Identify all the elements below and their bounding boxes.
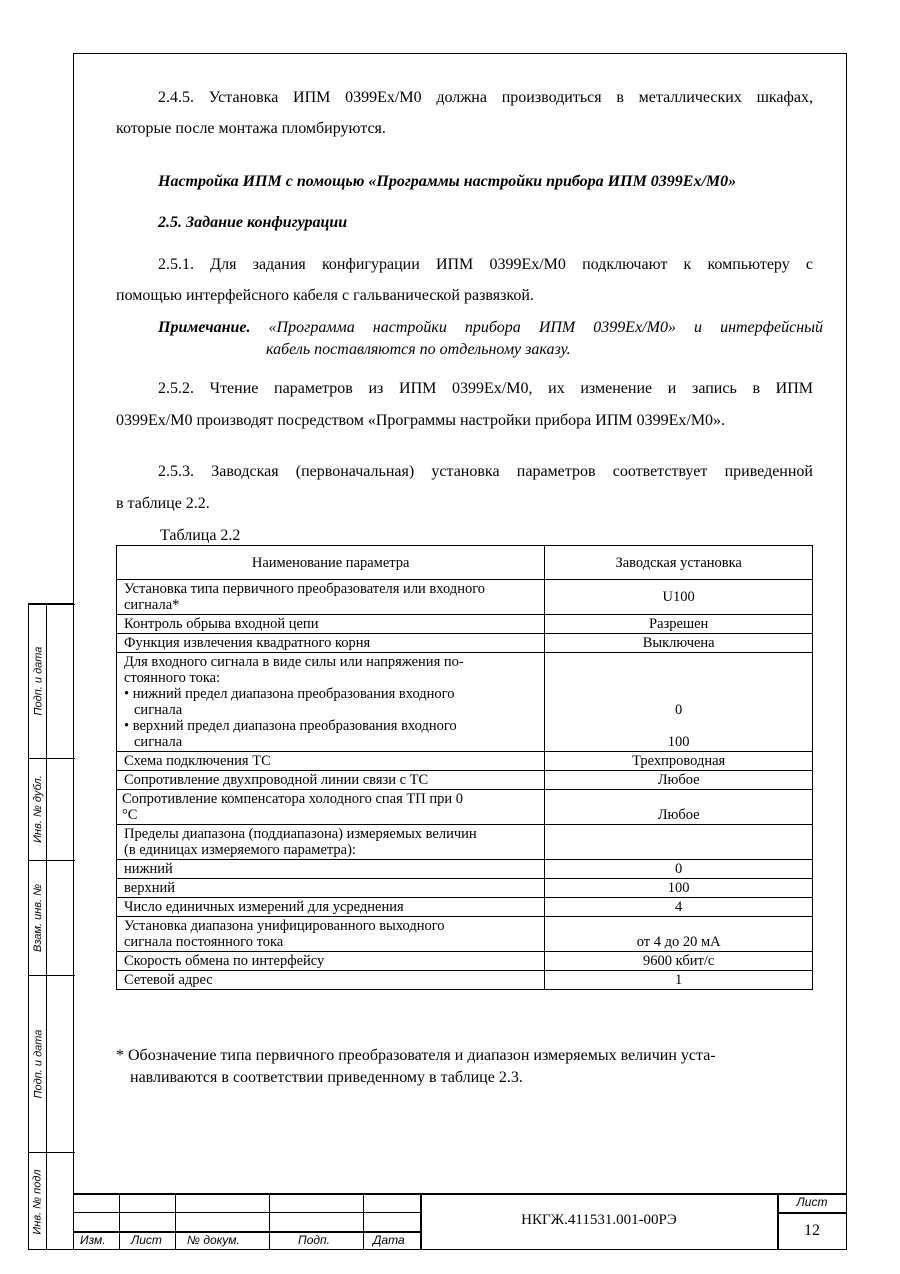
- row-value: 9600 кбит/с: [545, 952, 813, 971]
- row-name: Пределы диапазона (поддиапазона) измеряемых величин: [124, 826, 477, 842]
- row-value: Любое: [545, 790, 813, 825]
- section-heading: Настройка ИПМ с помощью «Программы настройки прибора ИПМ 0399Ex/M0»: [158, 173, 737, 190]
- note-line2: кабель поставляются по отдельному заказу.: [266, 341, 571, 358]
- table-row: [117, 615, 813, 634]
- tb-doc-no-label: № докум.: [187, 1233, 240, 1247]
- row-name: сигнала*: [124, 597, 180, 613]
- row-value: Выключена: [545, 634, 813, 653]
- row-name: Число единичных измерений для усреднения: [117, 898, 545, 917]
- paragraph-2-5-3-line1: 2.5.3. Заводская (первоначальная) установка параметров соответствует приведенной: [158, 463, 813, 480]
- row-name: Для входного сигнала в виде силы или напряжения по-: [124, 654, 464, 670]
- row-value: 1: [545, 971, 813, 990]
- margin-stamp-column: [28, 603, 74, 1250]
- row-value-high: 100: [667, 734, 690, 750]
- table-caption: Таблица 2.2: [160, 527, 241, 544]
- tb-list-label: Лист: [131, 1233, 162, 1247]
- table-row: [117, 790, 813, 825]
- footnote-line2: навливаются в соответствии приведенному в таблице 2.3.: [130, 1069, 523, 1086]
- table-row: [117, 860, 813, 879]
- paragraph-2-5-1-line2: помощью интерфейсного кабеля с гальванической развязкой.: [116, 287, 534, 304]
- table-row: [117, 971, 813, 990]
- row-name: Установка диапазона унифицированного выходного: [124, 918, 445, 934]
- paragraph-2-4-5-line2: которые после монтажа пломбируются.: [116, 120, 386, 137]
- note-line1: [158, 318, 823, 338]
- row-value: U100: [545, 580, 813, 615]
- footnote-line1: * Обозначение типа первичного преобразователя и диапазон измеряемых величин уста-: [116, 1047, 716, 1064]
- side-label-podp-data-2: Подп. и дата: [32, 1029, 44, 1098]
- paragraph-2-5-2-line1: 2.5.2. Чтение параметров из ИПМ 0399Ex/M0, их изменение и запись в ИПМ: [158, 380, 813, 397]
- note-text-1: «Программа настройки прибора ИПМ 0399Ex/M0» и интерфейсный: [250, 319, 823, 336]
- row-value: 100: [545, 879, 813, 898]
- table-row: [117, 771, 813, 790]
- table-header-row: [117, 546, 813, 580]
- table-row: [117, 580, 813, 615]
- table-row: [117, 634, 813, 653]
- row-value: Разрешен: [545, 615, 813, 634]
- row-value: 4: [545, 898, 813, 917]
- table-row: [117, 917, 813, 952]
- row-name: верхний: [117, 879, 545, 898]
- row-value-low: 0: [675, 702, 683, 718]
- row-name: (в единицах измеряемого параметра):: [124, 842, 356, 858]
- paragraph-2-5-2-line2: 0399Ex/M0 производят посредством «Программы настройки прибора ИПМ 0399Ex/M0».: [116, 412, 726, 429]
- title-block: [73, 1193, 847, 1250]
- sheet-number: 12: [804, 1222, 820, 1239]
- row-name: Сетевой адрес: [117, 971, 545, 990]
- table-row: [117, 825, 813, 860]
- table-row: [117, 752, 813, 771]
- table-row: [117, 898, 813, 917]
- header-factory-setting: Заводская установка: [545, 546, 813, 580]
- side-label-inv-podl: Инв. № подл: [32, 1168, 45, 1235]
- table-row: [117, 879, 813, 898]
- row-name: сигнала: [134, 734, 183, 750]
- row-value: Любое: [545, 771, 813, 790]
- document-designation: НКГЖ.411531.001-00РЭ: [521, 1212, 677, 1228]
- row-name: нижний: [117, 860, 545, 879]
- row-name: Сопротивление компенсатора холодного спая ТП при 0: [122, 791, 463, 807]
- header-parameter-name: Наименование параметра: [117, 546, 545, 580]
- side-label-podp-data-1: Подп. и дата: [32, 646, 44, 716]
- side-label-vzam-inv: Взам. инв. №: [32, 883, 45, 952]
- paragraph-2-4-5-line1: 2.4.5. Установка ИПМ 0399Ex/M0 должна производиться в металлических шкафах,: [158, 89, 813, 106]
- table-row: [117, 653, 813, 752]
- row-name: • верхний предел диапазона преобразования входного: [124, 718, 457, 734]
- tb-podp-label: Подп.: [298, 1233, 330, 1247]
- note-label: Примечание.: [158, 319, 251, 336]
- row-value: от 4 до 20 мА: [545, 917, 813, 952]
- sheet-label: Лист: [796, 1195, 828, 1209]
- row-value: 0: [545, 860, 813, 879]
- row-name: °С: [122, 807, 138, 823]
- factory-settings-table: [116, 545, 813, 990]
- paragraph-2-5-3-line2: в таблице 2.2.: [116, 495, 210, 512]
- tb-data-label: Дата: [373, 1233, 405, 1247]
- row-name: Функция извлечения квадратного корня: [117, 634, 545, 653]
- row-name: Скорость обмена по интерфейсу: [117, 952, 545, 971]
- row-name: Схема подключения ТС: [117, 752, 545, 771]
- row-name: сигнала постоянного тока: [124, 934, 284, 950]
- side-label-inv-dubl: Инв. № дубл.: [32, 775, 44, 843]
- row-name: стоянного тока:: [124, 670, 221, 686]
- subheading-2-5: 2.5. Задание конфигурации: [158, 214, 348, 231]
- table-row: [117, 952, 813, 971]
- row-name: Контроль обрыва входной цепи: [117, 615, 545, 634]
- paragraph-2-5-1-line1: 2.5.1. Для задания конфигурации ИПМ 0399Ex/M0 подключают к компьютеру с: [158, 256, 813, 273]
- tb-izm-label: Изм.: [80, 1233, 106, 1247]
- row-name: сигнала: [134, 702, 183, 718]
- row-value: Трехпроводная: [545, 752, 813, 771]
- row-name: • нижний предел диапазона преобразования входного: [124, 686, 455, 702]
- row-name: Сопротивление двухпроводной линии связи с ТС: [117, 771, 545, 790]
- row-name: Установка типа первичного преобразователя или входного: [124, 581, 486, 597]
